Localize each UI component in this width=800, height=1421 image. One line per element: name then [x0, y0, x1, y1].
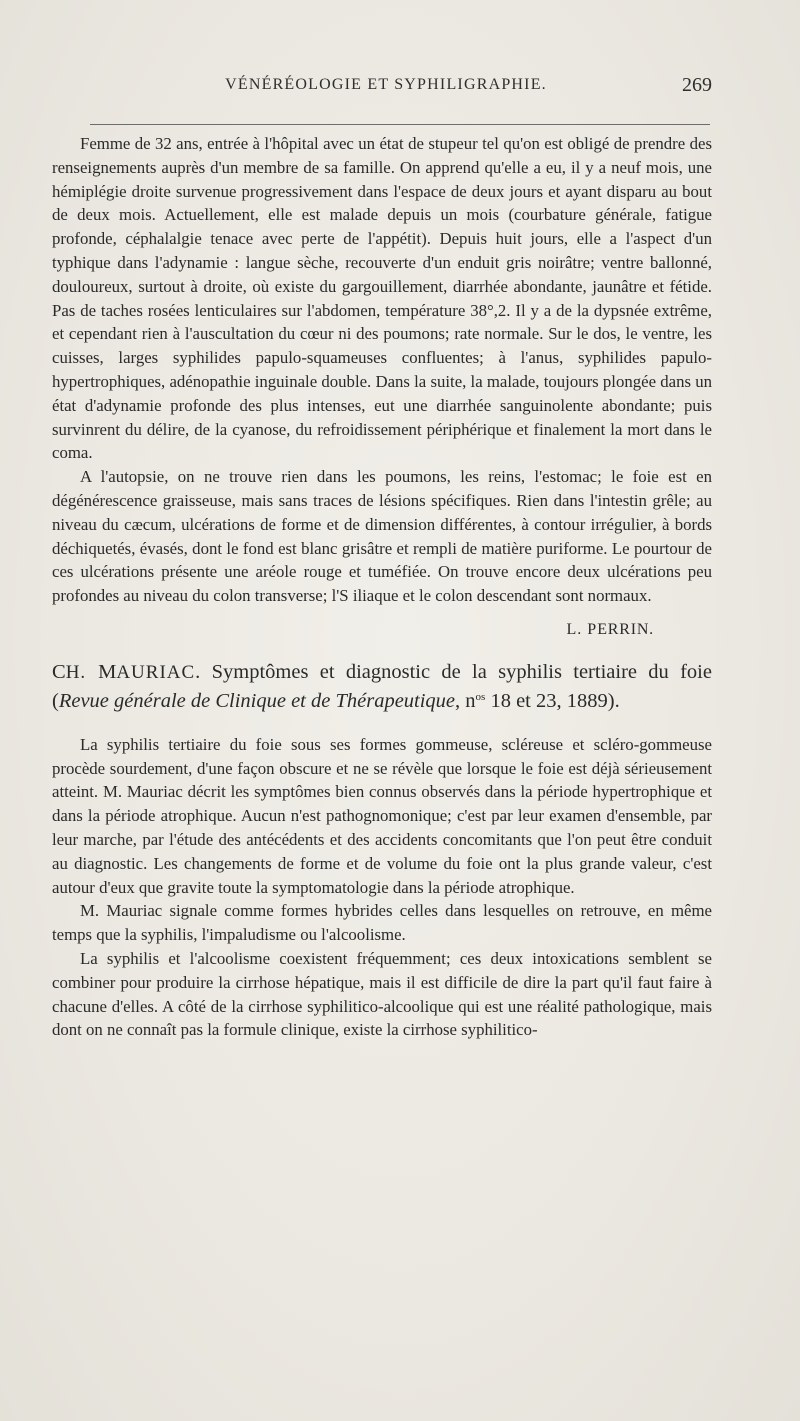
- header-rule: [90, 124, 710, 125]
- author-prefix: C: [52, 660, 66, 683]
- article-paragraph-1: La syphilis tertiaire du foie sous ses formes gommeuse, scléreuse et scléro-gommeuse procède sourdement, d'une façon obscure et ne se révèle que lorsque le foie est déjà sérieusement atteint. M. Mauriac décrit les symptômes bien connus observés dans la période hypertrophique et dans la période atrophique. Aucun n'est pathognomonique; c'est par leur examen d'ensemble, par leur marche, par l'étude des antécédents et des accidents concomitants que l'on peut être conduit au diagnostic. Les changements de forme et de volume du foie ont la plus grande valeur, c'est autour d'eux que gravite toute la symptomatologie dans la période atrophique.: [52, 734, 712, 897]
- signature-rest: ERRIN.: [597, 620, 654, 638]
- issue-prefix: , n: [455, 689, 476, 712]
- article-heading: [52, 658, 712, 715]
- running-title: VÉNÉRÉOLOGIE ET SYPHILIGRAPHIE.: [225, 76, 547, 93]
- body-text: [52, 132, 712, 1042]
- author-name-rest: AURIAC: [116, 661, 196, 683]
- issue-details: 18 et 23, 1889).: [485, 689, 620, 712]
- article-paragraph-2: M. Mauriac signale comme formes hybrides celles dans lesquelles on retrouve, en même temps que la syphilis, l'impaludisme ou l'alcoolisme.: [52, 901, 712, 945]
- case-report-paragraph-2: A l'autopsie, on ne trouve rien dans les poumons, les reins, l'estomac; le foie est en dégénérescence graisseuse, mais sans traces de lésions spécifiques. Rien dans l'intestin grêle; au niveau du cæcum, ulcérations de forme et de dimension différentes, à contour irrégulier, à bords déchiquetés, évasés, dont le fond est blanc grisâtre et rempli de matière puriforme. Le pourtour de ces ulcérations présente une aréole rouge et tuméfiée. On trouve encore deux ulcérations peu profondes au niveau du colon transverse; l'S iliaque et le colon descendant sont normaux.: [52, 467, 712, 606]
- article-paragraph-3: La syphilis et l'alcoolisme coexistent fréquemment; ces deux intoxications semblent se combiner pour produire la cirrhose hépatique, mais il est difficile de dire la part qu'il faut faire à chacune d'elles. A côté de la cirrhose syphilitico-alcoolique qui est une réalité pathologique, mais dont on ne connaît pas la formule clinique, existe la cirrhose syphilitico-: [52, 948, 712, 1040]
- issue-superscript: os: [475, 690, 486, 703]
- author-initial: M: [98, 660, 117, 683]
- article-title: . Symptômes et diagnostic de la syphilis tertiaire du foie: [195, 660, 712, 683]
- journal-title: Revue générale de Clinique et de Thérapeutique: [58, 689, 456, 712]
- page-number: 269: [682, 74, 712, 96]
- open-paren: (: [52, 689, 59, 712]
- signature-initial: L. P: [566, 620, 598, 638]
- case-report-signature: [52, 618, 712, 642]
- author-prefix-rest: H.: [65, 661, 99, 683]
- case-report-paragraph-1: Femme de 32 ans, entrée à l'hôpital avec un état de stupeur tel qu'on est obligé de prendre des renseignements auprès d'un membre de sa famille. On apprend qu'elle a eu, il y a neuf mois, une hémiplégie droite survenue progressivement dans l'espace de deux jours et ayant disparu au bout de deux mois. Actuellement, elle est malade depuis un mois (courbature générale, fatigue profonde, céphalalgie tenace avec perte de l'appétit). Depuis huit jours, elle a l'aspect d'un typhique dans l'adynamie : langue sèche, recouverte d'un enduit gris noirâtre; ventre ballonné, douloureux, surtout à droite, où existe du gargouillement, diarrhée abondante, jaunâtre et fétide. Pas de taches rosées lenticulaires sur l'abdomen, température 38°,2. Il y a de la dypsnée extrême, et cependant rien à l'auscultation du cœur ni des poumons; rate normale. Sur le dos, le ventre, les cuisses, larges syphilides papulo-squameuses confluentes; à l'anus, syphilides papulo-hypertrophiques, adénopathie inguinale double. Dans la suite, la malade, toujours plongée dans un état d'adynamie profonde des plus intenses, eut une diarrhée sanguinolente abondante; puis survinrent du délire, de la cyanose, du refroidissement périphérique et finalement la mort dans le coma.: [52, 134, 712, 463]
- running-header: [60, 76, 712, 102]
